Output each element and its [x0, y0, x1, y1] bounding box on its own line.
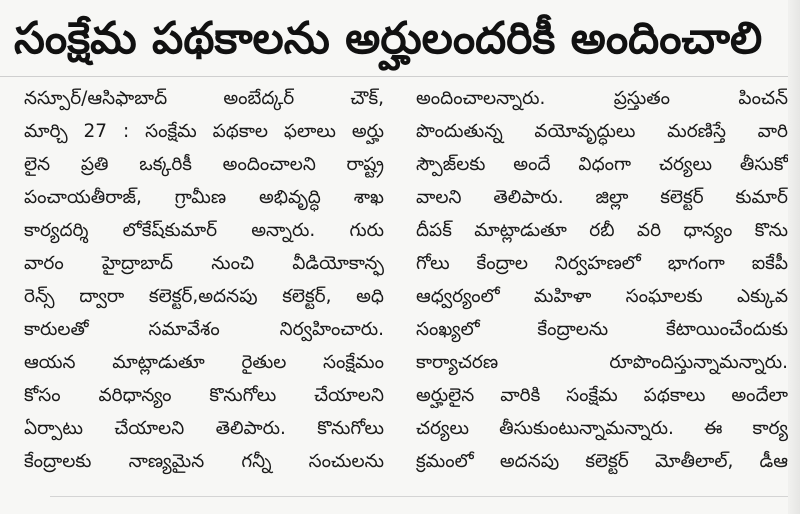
article-line: అందించాలన్నారు. ప్రస్తుతం పించన్: [416, 88, 788, 109]
article-line: స్పౌజ్‌లకు అందే విధంగా చర్యలు తీసుకో: [416, 154, 788, 175]
article-line: పంచాయతీరాజ్, గ్రామీణ అభివృద్ధి శాఖ: [24, 187, 384, 208]
article-line: ఆధ్వర్యంలో మహిళా సంఘాలకు ఎక్కువ: [416, 286, 788, 307]
article-line: వారం హైద్రాబాద్ నుంచి వీడియోకాన్ఫ: [24, 253, 384, 274]
article-line: క్రమంలో అదనపు కలెక్టర్ మోతీలాల్, డీఆ: [416, 451, 788, 472]
article-line: కార్యాచరణ రూపొందిస్తున్నామన్నారు.: [416, 352, 788, 373]
article-line: పొందుతున్న వయోవృద్ధులు మరణిస్తే వారి: [416, 121, 788, 142]
article-line: చర్యలు తీసుకుంటున్నామన్నారు. ఈ కార్య: [416, 418, 788, 439]
article-line: సంఖ్యలో కేంద్రాలను కేటాయించేందుకు: [416, 319, 788, 340]
article-line: ఏర్పాటు చేయాలని తెలిపారు. కొనుగోలు: [24, 418, 384, 439]
article-line: లైన ప్రతి ఒక్కరికీ అందించాలని రాష్ట్ర: [24, 154, 384, 175]
article-line: కేంద్రాలకు నాణ్యమైన గన్నీ సంచులను: [24, 451, 384, 472]
article-line: రెన్స్ ద్వారా కలెక్టర్,అదనపు కలెక్టర్, అధి: [24, 286, 384, 307]
headline-divider: [0, 76, 800, 77]
article-line: వాలని తెలిపారు. జిల్లా కలెక్టర్ కుమార్: [416, 187, 788, 208]
article-line: అర్హులైన వారికి సంక్షేమ పథకాలు అందేలా: [416, 385, 788, 406]
page-edge-shadow: [788, 0, 800, 514]
article-line: నస్పూర్/ఆసిఫాబాద్ అంబేద్కర్ చౌక్,: [24, 88, 384, 109]
article-line: గోలు కేంద్రాల నిర్వహణలో భాగంగా ఐకేపీ: [416, 253, 788, 274]
article-line: కారులతో సమావేశం నిర్వహించారు.: [24, 319, 384, 340]
article-line: మార్చి 27 : సంక్షేమ పథకాల ఫలాలు అర్హు: [24, 121, 384, 142]
article-line: ఆయన మాట్లాడుతూ రైతుల సంక్షేమం: [24, 352, 384, 373]
article-line: దీపక్ మాట్లాడుతూ రబీ వరి ధాన్యం కొను: [416, 220, 788, 241]
headline: సంక్షేమ పథకాలను అర్హులందరికీ అందించాలి: [14, 13, 763, 64]
article-column-right: [416, 82, 788, 478]
bottom-divider: [50, 496, 800, 497]
article-line: కోసం వరిధాన్యం కొనుగోలు చేయాలని: [24, 385, 384, 406]
article-line: కార్యదర్శి లోకేష్‌కుమార్ అన్నారు. గురు: [24, 220, 384, 241]
article-column-left: [24, 82, 384, 478]
